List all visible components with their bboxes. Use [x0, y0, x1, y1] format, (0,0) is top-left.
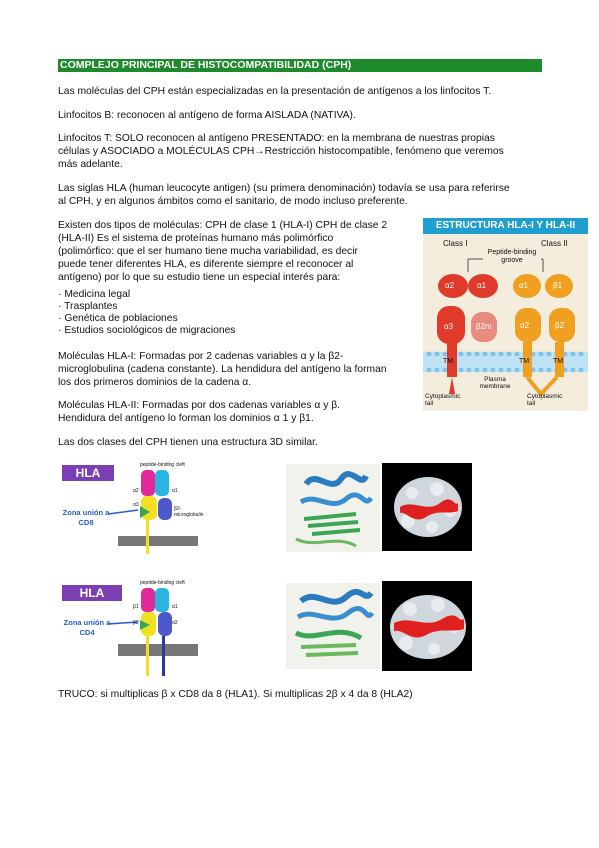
hla2-cleft-label: peptide-binding cleft [140, 580, 185, 586]
tail-label-class1: Cytoplasmic tail [425, 393, 461, 407]
paragraph-tipos-5: antígeno) por lo que su estudio tiene un especial interés para: [58, 272, 341, 283]
paragraph-hla1-1: Moléculas HLA-I: Formadas por 2 cadenas variables α y la β2- [58, 351, 344, 362]
bullet-list [58, 289, 235, 337]
list-item [58, 325, 235, 337]
tail-label-class2: Cytoplasmic tail [527, 393, 563, 407]
tm-label-class2b: TM [553, 358, 564, 365]
paragraph-3d: Las dos clases del CPH tienen una estructura 3D similar. [58, 437, 318, 448]
list-item [58, 289, 235, 301]
paragraph-linfocitos-t-3: más adelante. [58, 159, 123, 170]
paragraph-hla-1: Las siglas HLA (human leucocyte antigen) (su primera denominación) todavía se usa para referirse [58, 183, 510, 194]
spacefill-structure-1 [382, 463, 472, 551]
alpha3-label: α3 [444, 322, 454, 331]
paragraph-hla2-2: Hendidura del antígeno lo forman los dominios α 1 y β1. [58, 413, 314, 424]
bullet-mark: · [58, 313, 62, 324]
paragraph-tipos-3: (polimórfico: que el ser humano tiene mucha variabilidad, es decir [58, 246, 358, 257]
alpha1-label: α1 [477, 281, 487, 290]
paragraph-hla1-3: los dos primeros dominios de la cadena α. [58, 377, 252, 388]
groove-label: Peptide-binding groove [483, 249, 541, 265]
class2-beta1-label: β1 [553, 281, 563, 290]
paragraph-tipos-4: puede tener diferentes HLA, es diferente siempre el reconocer al [58, 259, 354, 270]
bullet-mark: · [58, 325, 62, 336]
hla2-schematic [58, 580, 198, 680]
list-item [58, 313, 235, 325]
class-1-label: Class I [443, 239, 468, 248]
paragraph-linfocitos-t-2: células y ASOCIADO a MOLÉCULAS CPH→Restricción histocompatible, fenómeno que veremos [58, 146, 504, 157]
figure-title: ESTRUCTURA HLA-I Y HLA-II [423, 218, 588, 234]
hla2-zone-label-2: CD4 [79, 628, 95, 637]
list-item-label: Medicina legal [64, 289, 131, 300]
list-item-label: Genética de poblaciones [64, 313, 178, 324]
ribbon-structure-2 [286, 583, 380, 669]
hla2-ribbon-image [286, 583, 380, 669]
hla1-ribbon-image [286, 464, 380, 552]
hla1-b2m-label: β2-microglobulin [174, 506, 204, 518]
hla1-spacefill-image [382, 463, 472, 551]
hla2-b2-label: β2 [133, 620, 139, 626]
page-title: COMPLEJO PRINCIPAL DE HISTOCOMPATIBILIDAD (CPH) [58, 59, 542, 72]
paragraph-truco: TRUCO: si multiplicas β x CD8 da 8 (HLA1). Si multiplicas 2β x 4 da 8 (HLA2) [58, 689, 413, 700]
alpha2-label: α2 [445, 281, 455, 290]
hla1-badge: HLA [62, 465, 114, 481]
membrane-label: Plasma membrane [479, 376, 511, 390]
paragraph-linfocitos-b: Linfocitos B: reconocen al antígeno de forma AISLADA (NATIVA). [58, 110, 356, 121]
class2-alpha2-label: α2 [520, 321, 530, 330]
spacefill-structure-2 [382, 581, 472, 671]
class2-beta2-label: β2 [555, 321, 565, 330]
ribbon-structure-1 [286, 464, 380, 552]
hla1-a2-label: α2 [133, 488, 139, 494]
class2-alpha1-label: α1 [519, 281, 529, 290]
tm-label-class1: TM [443, 358, 454, 365]
b2m-label: β2m [476, 322, 492, 331]
hla2-b1-label: β1 [133, 604, 139, 610]
hla2-a2-label: α2 [172, 620, 178, 626]
hla2-spacefill-image [382, 581, 472, 671]
paragraph-tipos-1: Existen dos tipos de moléculas: CPH de clase 1 (HLA-I) CPH de clase 2 [58, 220, 388, 231]
list-item-label: Trasplantes [64, 301, 118, 312]
hla1-cleft-label: peptide-binding cleft [140, 462, 185, 468]
paragraph-linfocitos-t-1: Linfocitos T: SOLO reconocen al antígeno PRESENTADO: en la membrana de nuestras propias [58, 133, 495, 144]
class-2-label: Class II [541, 239, 568, 248]
hla1-zone-label-1: Zona unión a [62, 508, 110, 517]
bullet-mark: · [58, 301, 62, 312]
bullet-mark: · [58, 289, 62, 300]
hla2-zone-label-1: Zona unión a [63, 618, 111, 627]
hla1-zone-label-2: CD8 [78, 518, 94, 527]
paragraph-hla-2: al CPH, y en algunos ámbitos como el sanitario, de modo incluso preferente. [58, 196, 408, 207]
hla1-a1-label: α1 [172, 488, 178, 494]
list-item [58, 301, 235, 313]
paragraph-hla2-1: Moléculas HLA-II: Formadas por dos cadenas variables α y β. [58, 400, 341, 411]
paragraph-hla1-2: microglobulina (cadena constante). La hendidura del antígeno la forman [58, 364, 387, 375]
hla1-a3-label: α3 [133, 502, 139, 508]
paragraph-tipos-2: (HLA-II) Es el sistema de proteínas humano más polimórfico [58, 233, 334, 244]
paragraph-intro: Las moléculas del CPH están especializadas en la presentación de antígenos a los linfocitos T. [58, 86, 492, 97]
hla1-schematic [58, 462, 204, 554]
list-item-label: Estudios sociológicos de migraciones [64, 325, 236, 336]
hla2-badge: HLA [62, 585, 122, 601]
hla2-a1-label: α1 [172, 604, 178, 610]
hla-structure-figure [423, 218, 588, 411]
tm-label-class2a: TM [519, 358, 530, 365]
